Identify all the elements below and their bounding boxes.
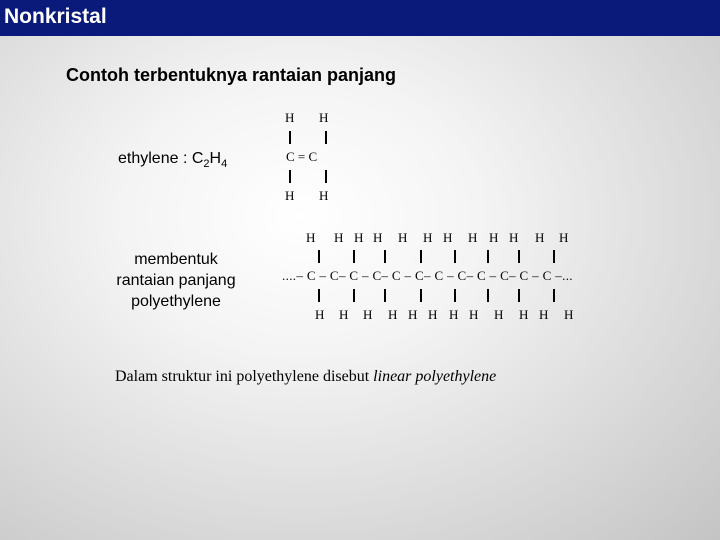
polymer-top-h: H: [468, 230, 478, 245]
polymer-bond-bottom: [518, 289, 520, 302]
monomer-bond-bottom-2: [325, 170, 327, 183]
polymer-top-h: H: [489, 230, 499, 245]
polymer-label-line-1: membentuk: [134, 251, 218, 268]
polymer-bottom-h: H: [388, 307, 398, 322]
polymer-top-h: H: [443, 230, 453, 245]
polymer-label-line-3: polyethylene: [131, 293, 221, 310]
monomer-bond-top-1: [289, 131, 291, 144]
polymer-top-h: H: [373, 230, 383, 245]
polymer-bottom-h: H: [519, 307, 529, 322]
polymer-bottom-h: H: [315, 307, 325, 322]
monomer-bottom-h-1: H: [285, 188, 295, 203]
polymer-top-h: H: [334, 230, 344, 245]
polymer-bond-top: [553, 250, 555, 263]
polymer-bottom-h: H: [408, 307, 418, 322]
polymer-label-line-2: rantaian panjang: [116, 272, 236, 289]
polymer-top-h: H: [423, 230, 433, 245]
ethylene-label: ethylene : $C_2H_4$: [118, 150, 228, 171]
polymer-bottom-h: H: [539, 307, 549, 322]
monomer-bond-top-2: [325, 131, 327, 144]
polymer-top-h: H: [398, 230, 408, 245]
polymer-bond-bottom: [384, 289, 386, 302]
polymer-bond-bottom: [553, 289, 555, 302]
polymer-bottom-h: H: [428, 307, 438, 322]
polymer-bond-bottom: [487, 289, 489, 302]
polymer-bond-top: [384, 250, 386, 263]
polymer-bottom-h: H: [494, 307, 504, 322]
monomer-bond-bottom-1: [289, 170, 291, 183]
polymer-bottom-h: H: [363, 307, 373, 322]
title-bar: [0, 0, 720, 36]
polymer-bottom-h: H: [339, 307, 349, 322]
polymer-top-h: H: [535, 230, 545, 245]
polymer-bottom-h: H: [449, 307, 459, 322]
polymer-bond-bottom: [353, 289, 355, 302]
monomer-bottom-h-2: H: [319, 188, 329, 203]
polymer-label: [100, 249, 252, 312]
polymer-bond-top: [454, 250, 456, 263]
polymer-chain: ....– C – C– C – C– C – C– C – C– C – C– C – C –...: [282, 268, 573, 283]
polymer-bond-bottom: [454, 289, 456, 302]
polymer-bond-top: [353, 250, 355, 263]
monomer-double-bond: C = C: [286, 149, 318, 164]
slide-title: Nonkristal: [4, 5, 107, 28]
polymer-bond-bottom: [420, 289, 422, 302]
monomer-top-h-2: H: [319, 110, 329, 125]
polymer-bond-top: [487, 250, 489, 263]
monomer-top-h-1: H: [285, 110, 295, 125]
polymer-bottom-h: H: [564, 307, 574, 322]
polymer-top-h: H: [559, 230, 569, 245]
polymer-bond-top: [518, 250, 520, 263]
footer-sentence: Dalam struktur ini polyethylene disebut linear polyethylene: [115, 368, 497, 385]
polymer-bottom-h: H: [469, 307, 479, 322]
polymer-top-h: H: [509, 230, 519, 245]
polymer-top-h: H: [306, 230, 316, 245]
polymer-bond-top: [318, 250, 320, 263]
slide-heading: Contoh terbentuknya rantaian panjang: [66, 65, 397, 85]
polymer-top-h: H: [354, 230, 364, 245]
polymer-bond-top: [420, 250, 422, 263]
polymer-bond-bottom: [318, 289, 320, 302]
